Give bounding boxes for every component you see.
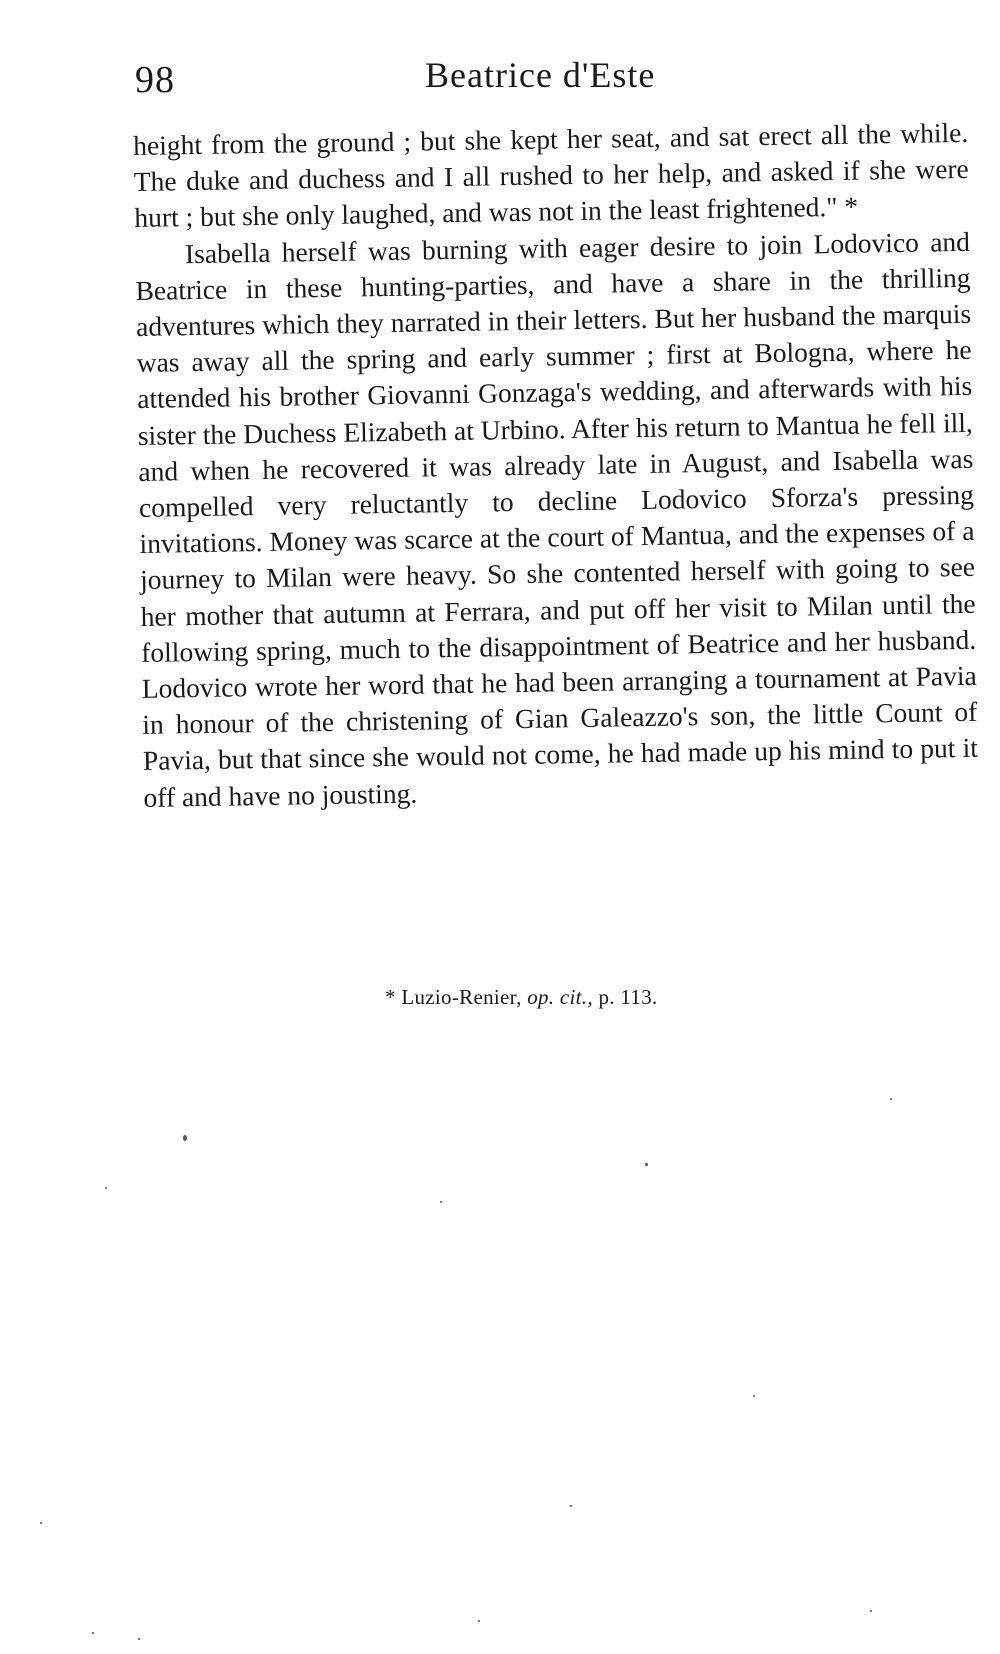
scan-speck	[645, 1163, 648, 1166]
page-header	[135, 50, 965, 110]
scan-speck	[138, 1638, 140, 1640]
paragraph: Isabella herself was burning with eager desire to join Lodovico and Beatrice in these hunting-parties, and have a share in the thrilling adventures which they narrated in their letters. But her husband the marquis was away all the spring and early summer ; first at Bologna, where he attended his brother Giovanni Gonzaga's wedding, and afterwards with his sister the Duchess Elizabeth at Urbino. After his return to Mantua he fell ill, and when he recovered it was already late in August, and Isabella was compelled very reluctantly to decline Lodovico Sforza's pressing invitations. Money was scarce at the court of Mantua, and the expenses of a journey to Milan were heavy. So she contented herself with going to see her mother that autumn at Ferrara, and put off her visit to Milan until the following spring, much to the disappointment of Beatrice and her husband. Lodovico wrote her word that he had been arranging a tournament at Pavia in honour of the christening of Gian Galeazzo's son, the little Count of Pavia, but that since she would not come, he had made up his mind to put it off and have no jousting.	[135, 225, 979, 813]
scan-speck	[40, 1522, 42, 1524]
body-text	[133, 115, 979, 816]
scan-speck	[890, 1098, 892, 1100]
scan-speck	[870, 1610, 872, 1612]
scan-speck	[440, 1201, 442, 1203]
footnote-citation: op. cit.,	[527, 985, 593, 1009]
scan-speck	[183, 1135, 187, 1141]
scan-speck	[570, 1505, 572, 1507]
running-title: Beatrice d'Este	[425, 55, 656, 95]
scan-speck	[105, 1187, 107, 1189]
paragraph: height from the ground ; but she kept her seat, and sat erect all the while. The duke and duchess and I all rushed to her help, and asked if she were hurt ; but she only laughed, and was not in the least frightened." *	[133, 116, 969, 234]
scan-speck	[92, 1632, 94, 1634]
scan-speck	[753, 1395, 755, 1397]
scan-speck	[478, 1620, 480, 1622]
footnote-marker: *	[385, 985, 396, 1009]
footnote-author: Luzio-Renier,	[401, 985, 522, 1009]
page-number: 98	[135, 59, 175, 101]
footnote-page-ref: p. 113.	[598, 985, 658, 1009]
footnote	[385, 985, 658, 1010]
